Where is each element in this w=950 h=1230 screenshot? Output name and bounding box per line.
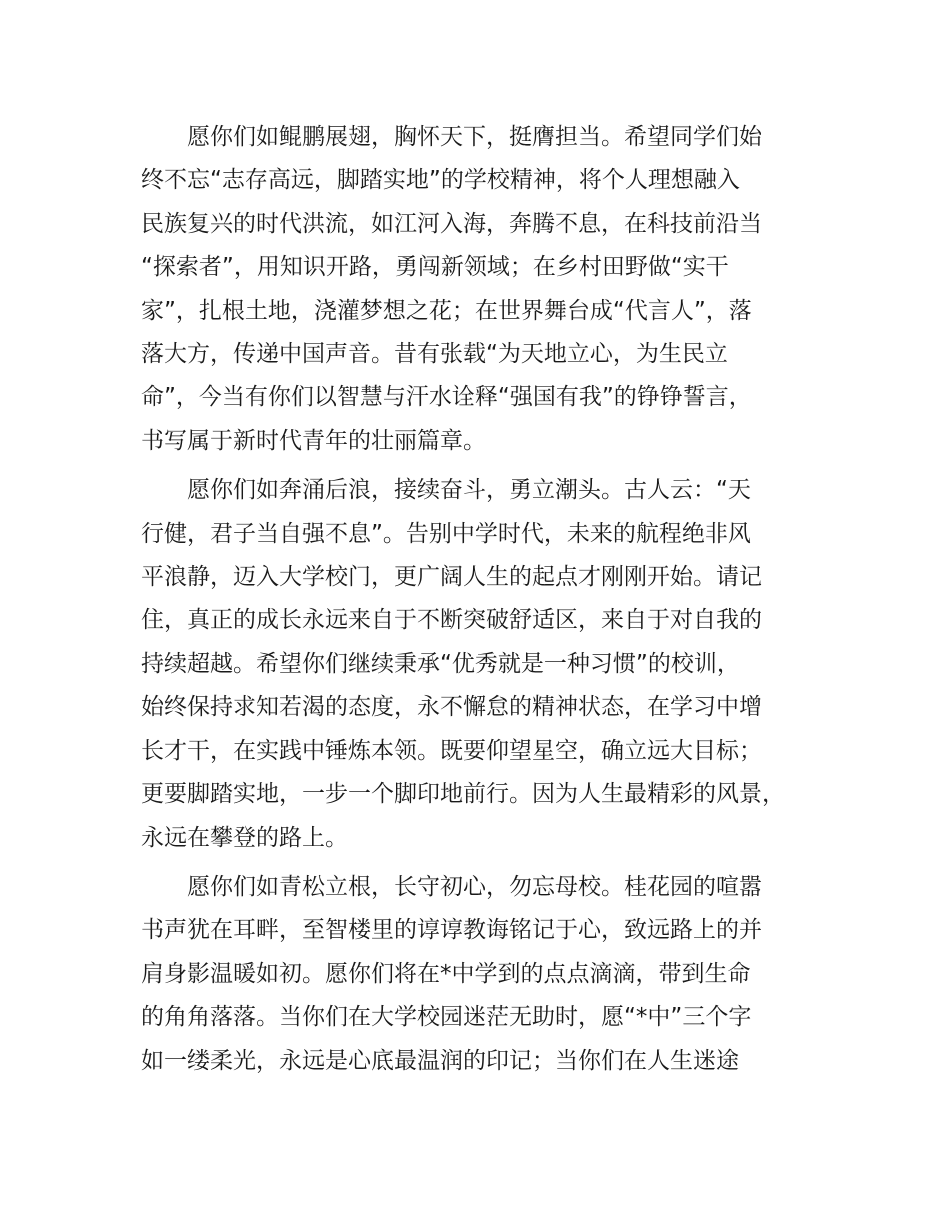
paragraph-line: 永远在攀登的路上。 <box>141 824 348 851</box>
paragraph-line: 始终保持求知若渴的态度，永不懈怠的精神状态，在学习中增 <box>141 694 762 721</box>
paragraph-line: 书声犹在耳畔，至智楼里的谆谆教诲铭记于心，致远路上的并 <box>141 917 762 944</box>
paragraph-line: 终不忘“志存高远，脚踏实地”的学校精神，将个人理想融入 <box>141 167 740 194</box>
paragraph-3 <box>141 866 837 1083</box>
document-body <box>141 116 837 1089</box>
paragraph-line: 平浪静，迈入大学校门，更广阔人生的起点才刚刚开始。请记 <box>141 564 762 591</box>
paragraph-line: 的角角落落。当你们在大学校园迷茫无助时，愿“*中”三个字 <box>141 1004 752 1031</box>
paragraph-line: 更要脚踏实地，一步一个脚印地前行。因为人生最精彩的风景， <box>141 781 785 808</box>
paragraph-line: 命”，今当有你们以智慧与汗水诠释“强国有我”的铮铮誓言， <box>141 384 752 411</box>
paragraph-line: 行健，君子当自强不息”。告别中学时代，未来的航程绝非风 <box>141 520 751 547</box>
paragraph-line: 愿你们如奔涌后浪，接续奋斗，勇立潮头。古人云：“天 <box>141 477 751 504</box>
paragraph-line: 住，真正的成长永远来自于不断突破舒适区，来自于对自我的 <box>141 607 762 634</box>
paragraph-line: 落大方，传递中国声音。昔有张载“为天地立心，为生民立 <box>141 341 728 368</box>
paragraph-line: 持续超越。希望你们继续秉承“优秀就是一种习惯”的校训， <box>141 650 740 677</box>
paragraph-line: 肩身影温暖如初。愿你们将在*中学到的点点滴滴，带到生命 <box>141 960 751 987</box>
paragraph-line: 愿你们如鲲鹏展翅，胸怀天下，挺膺担当。希望同学们始 <box>141 124 762 150</box>
paragraph-1 <box>141 116 837 463</box>
paragraph-line: 书写属于新时代青年的壮丽篇章。 <box>141 427 486 454</box>
paragraph-line: 家”，扎根土地，浇灌梦想之花；在世界舞台成“代言人”，落 <box>141 297 752 324</box>
paragraph-line: 民族复兴的时代洪流，如江河入海，奔腾不息，在科技前沿当 <box>141 210 762 237</box>
paragraph-2 <box>141 469 837 860</box>
paragraph-line: 长才干，在实践中锤炼本领。既要仰望星空，确立远大目标； <box>141 737 762 764</box>
paragraph-line: 如一缕柔光，永远是心底最温润的印记；当你们在人生迷途 <box>141 1047 739 1074</box>
paragraph-line: 愿你们如青松立根，长守初心，勿忘母校。桂花园的喧嚣 <box>141 873 762 900</box>
paragraph-line: “探索者”，用知识开路，勇闯新领域；在乡村田野做“实干 <box>141 254 729 281</box>
